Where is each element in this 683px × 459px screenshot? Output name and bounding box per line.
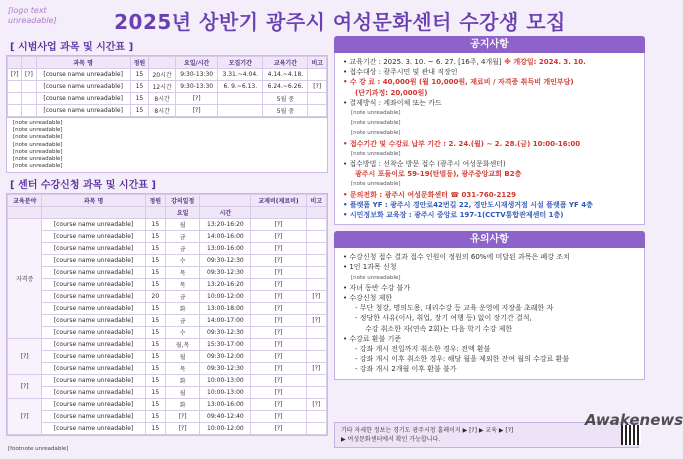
table-cell: 10:00-13:00 — [200, 375, 251, 387]
table-cell: [course name unreadable] — [36, 105, 130, 117]
table-cell: 15 — [145, 279, 165, 291]
center-header-cell — [200, 195, 251, 207]
center-header-cell: 과목 명 — [42, 195, 145, 207]
info-line-1: 기타 자세한 정보는 경기도 광주시청 홈페이지 ▶ [?] ▶ 교육 ▶ [?] — [341, 427, 514, 434]
table-cell: 10:00-12:00 — [200, 291, 251, 303]
table-cell — [8, 81, 22, 93]
table-row — [8, 375, 327, 387]
table-row — [8, 327, 327, 339]
table-cell: 목 — [165, 267, 199, 279]
info-line-2: ▶ 여성문화센터에서 확인 가능합니다. — [341, 436, 441, 443]
table-cell: 15 — [145, 351, 165, 363]
table-cell: [course name unreadable] — [42, 327, 145, 339]
info-line — [343, 283, 636, 293]
note-line: [note unreadable] — [13, 120, 63, 126]
table-cell — [308, 105, 327, 117]
table-cell — [306, 219, 326, 231]
pilot-header-cell: 정원 — [130, 57, 148, 69]
table-cell: [course name unreadable] — [42, 243, 145, 255]
info-line — [343, 88, 636, 98]
info-text: [note unreadable] — [351, 130, 401, 137]
note-line: [note unreadable] — [13, 141, 63, 148]
table-cell: [?] — [306, 399, 326, 411]
table-cell: 15 — [145, 219, 165, 231]
info-line — [343, 344, 636, 354]
table-cell: [?] — [22, 69, 36, 81]
table-cell: 15 — [145, 399, 165, 411]
table-cell: 수 — [165, 255, 199, 267]
table-cell: [course name unreadable] — [42, 423, 145, 435]
table-cell: 15 — [145, 267, 165, 279]
info-line — [343, 334, 636, 344]
table-cell — [306, 255, 326, 267]
info-text: - 강좌 개시 2개월 이후 환불 불가 — [355, 365, 457, 374]
table-cell: 월 — [165, 351, 199, 363]
caution-box — [334, 248, 645, 379]
table-row — [8, 351, 327, 363]
table-cell: 6. 9.~6.13. — [218, 81, 263, 93]
info-text: • 접수대상 : 광주시민 및 관내 직장인 — [343, 68, 458, 77]
table-cell: 15 — [145, 411, 165, 423]
table-cell: 13:00-18:00 — [200, 303, 251, 315]
info-line — [343, 77, 636, 87]
info-text: - 정당한 사유(이사, 취업, 장기 여행 등) 없이 장기간 결석, — [355, 314, 532, 323]
table-cell: 15 — [145, 363, 165, 375]
table-cell — [306, 327, 326, 339]
table-cell — [22, 93, 36, 105]
table-cell — [308, 93, 327, 105]
table-cell: 화 — [165, 375, 199, 387]
table-cell: 금 — [165, 231, 199, 243]
table-cell: 15 — [145, 327, 165, 339]
table-cell — [22, 81, 36, 93]
table-row — [8, 255, 327, 267]
table-cell: [course name unreadable] — [42, 363, 145, 375]
notice-header: 공지사항 — [334, 36, 645, 53]
table-cell — [218, 105, 263, 117]
category-cell: [?] — [8, 339, 42, 375]
pilot-header-cell — [22, 57, 36, 69]
table-cell: [?] — [176, 105, 218, 117]
info-text: • 수강신청 접수 결과 접수 인원이 정원의 60%에 미달된 과목은 폐강 조치 — [343, 253, 570, 262]
table-cell: 5월 중 — [263, 105, 308, 117]
table-cell: 금 — [165, 315, 199, 327]
pilot-header-cell: 요일/시간 — [176, 57, 218, 69]
info-text: • 접수방법 : 선착순 방문 접수 (광주시 여성문화센터) — [343, 160, 506, 169]
table-row — [8, 219, 327, 231]
note-line: [note unreadable] — [13, 163, 63, 170]
table-cell: [?] — [306, 363, 326, 375]
info-line — [343, 57, 636, 67]
center-table-box — [6, 193, 328, 436]
table-cell: 13:20-16:20 — [200, 279, 251, 291]
center-subheader-cell: 요일 — [165, 207, 199, 219]
category-cell: [?] — [8, 399, 42, 435]
table-cell: 14:00-16:00 — [200, 231, 251, 243]
table-cell: 13:00-16:00 — [200, 399, 251, 411]
table-cell: 15 — [145, 375, 165, 387]
table-cell: [?] — [251, 363, 306, 375]
info-text: 광주시 포돌이로 59-19(탄벌동), 광주중앙교회 B2층 — [355, 170, 522, 179]
table-cell: 15 — [145, 255, 165, 267]
table-cell: 15 — [130, 69, 148, 81]
table-cell: [?] — [306, 291, 326, 303]
table-cell: 6.24.~6.26. — [263, 81, 308, 93]
table-cell: 15 — [145, 339, 165, 351]
pilot-header-cell — [8, 57, 22, 69]
table-cell — [306, 279, 326, 291]
table-cell — [8, 105, 22, 117]
center-subheader-cell — [42, 207, 145, 219]
info-line — [343, 273, 636, 283]
info-line — [343, 179, 636, 189]
table-cell: 15 — [145, 231, 165, 243]
pilot-header-cell: 과목 명 — [36, 57, 130, 69]
info-text: [note unreadable] — [351, 120, 401, 127]
note-line: [note unreadable] — [13, 156, 63, 163]
table-cell: [?] — [251, 303, 306, 315]
table-cell: [?] — [251, 327, 306, 339]
table-cell: [course name unreadable] — [36, 69, 130, 81]
table-cell: 10:00-12:00 — [200, 423, 251, 435]
table-cell: [course name unreadable] — [42, 387, 145, 399]
table-row — [8, 315, 327, 327]
table-cell: [course name unreadable] — [42, 303, 145, 315]
table-cell: 월,목 — [165, 339, 199, 351]
info-line — [343, 190, 636, 200]
info-text: • 수강료 환불 기준 — [343, 334, 402, 343]
table-cell: 15 — [145, 423, 165, 435]
table-cell: 14:00-17:00 — [200, 315, 251, 327]
center-header-cell: 정원 — [145, 195, 165, 207]
table-cell: [?] — [251, 291, 306, 303]
watermark: Awakenews — [585, 411, 683, 429]
table-cell: 8시간 — [149, 93, 176, 105]
pilot-header-cell — [149, 57, 176, 69]
table-header-row — [8, 195, 327, 207]
info-line — [343, 324, 636, 334]
info-line — [343, 303, 636, 313]
info-text: • 접수기간 및 수강료 납부 기간 : 2. 24.(월) ~ 2. 28.(금) 10:00-16:00 — [343, 139, 581, 148]
pilot-header-cell: 교육기간 — [263, 57, 308, 69]
info-text: [note unreadable] — [351, 150, 401, 157]
table-cell: [?] — [251, 243, 306, 255]
table-cell: [?] — [251, 267, 306, 279]
table-cell: 13:00-16:00 — [200, 243, 251, 255]
table-cell — [306, 267, 326, 279]
info-text: • 시민정보화 교육장 : 광주시 중앙로 197-1(CCTV통합관제센터 1층) — [343, 211, 564, 220]
table-cell: 15 — [130, 81, 148, 93]
info-line — [343, 210, 636, 220]
center-section-title: [ 센터 수강신청 과목 및 시간표 ] — [10, 180, 156, 192]
left-column — [6, 36, 328, 440]
table-cell — [22, 105, 36, 117]
table-row — [8, 399, 327, 411]
center-header-cell: 비고 — [306, 195, 326, 207]
info-line — [343, 252, 636, 262]
note-line: [note unreadable] — [13, 127, 63, 134]
info-text: - 무단 청강, 명의도용, 대리수강 등 교육 운영에 지장을 초래한 자 — [355, 304, 554, 313]
info-line — [343, 108, 636, 118]
table-cell: [course name unreadable] — [42, 291, 145, 303]
info-text: [note unreadable] — [351, 110, 401, 117]
table-cell: [?] — [251, 279, 306, 291]
table-cell: [?] — [251, 387, 306, 399]
info-text: [note unreadable] — [351, 181, 401, 188]
table-row — [8, 411, 327, 423]
table-row — [8, 363, 327, 375]
table-cell: 15 — [145, 243, 165, 255]
table-row — [8, 267, 327, 279]
table-cell: 15 — [130, 93, 148, 105]
info-line — [343, 139, 636, 149]
table-cell: 15 — [145, 303, 165, 315]
table-cell — [306, 351, 326, 363]
center-header-cell: 교육분야 — [8, 195, 42, 207]
table-cell: 수 — [165, 327, 199, 339]
table-cell: 3.31.~4.04. — [218, 69, 263, 81]
table-cell: 금 — [165, 243, 199, 255]
info-line — [343, 98, 636, 108]
info-line — [343, 364, 636, 374]
table-cell: 10:00-13:00 — [200, 387, 251, 399]
info-text: • 수 강 료 : 40,000원 (월 10,000원, 재료비 / 자격증 취득비 개인부담) — [343, 78, 574, 87]
table-cell — [306, 231, 326, 243]
table-cell: 목 — [165, 279, 199, 291]
info-text: • 교육기간 : 2025. 3. 10. ~ 6. 27. [16주, 4개월] — [343, 58, 502, 66]
table-cell: [course name unreadable] — [42, 339, 145, 351]
table-row — [8, 69, 327, 81]
table-cell — [306, 243, 326, 255]
table-cell: 5월 중 — [263, 93, 308, 105]
table-cell: 월 — [165, 219, 199, 231]
pilot-section-title: [ 시범사업 과목 및 시간표 ] — [10, 42, 134, 53]
table-cell: 09:40-12:40 — [200, 411, 251, 423]
table-cell — [308, 69, 327, 81]
right-column — [334, 36, 645, 450]
table-cell: [?] — [251, 255, 306, 267]
table-cell: 15 — [130, 105, 148, 117]
center-subheader-cell — [145, 207, 165, 219]
center-subheader-cell: 시간 — [200, 207, 251, 219]
table-cell: [course name unreadable] — [42, 267, 145, 279]
table-cell: [course name unreadable] — [42, 375, 145, 387]
table-cell: [?] — [251, 315, 306, 327]
info-text: 수강 취소한 자(연속 2회)는 다음 학기 수강 제한 — [365, 324, 513, 333]
note-line: [note unreadable] — [13, 148, 63, 155]
table-row — [8, 105, 327, 117]
category-cell: 자격증 — [8, 219, 42, 339]
info-text: - 강좌 개시 이후 취소한 경우: 해당 월을 제외한 잔여 월의 수강료 환불 — [355, 355, 570, 364]
table-cell: [course name unreadable] — [42, 279, 145, 291]
table-cell: [course name unreadable] — [42, 315, 145, 327]
table-row — [8, 303, 327, 315]
info-text: • 문의전화 : 광주시 여성문화센터 ☎ 031-760-2129 — [343, 190, 517, 199]
info-text: - 강좌 개시 전일까지 취소한 경우: 전액 환불 — [355, 345, 491, 354]
table-cell: [?] — [251, 423, 306, 435]
center-subheader-cell — [306, 207, 326, 219]
table-cell: [course name unreadable] — [42, 351, 145, 363]
table-cell: [?] — [251, 411, 306, 423]
table-cell: 20 — [145, 291, 165, 303]
info-text: • 플랫폼 YF : 광주시 경안로42번길 22, 경안도시재생거점 시설 플랫폼 YF 4층 — [343, 200, 593, 209]
table-cell — [306, 303, 326, 315]
table-cell: [?] — [251, 231, 306, 243]
info-line — [343, 159, 636, 169]
info-line — [343, 354, 636, 364]
table-cell — [218, 93, 263, 105]
table-row — [8, 291, 327, 303]
table-cell: 화 — [165, 399, 199, 411]
table-cell: [?] — [306, 315, 326, 327]
info-text: • 자녀 동반 수강 불가 — [343, 283, 411, 292]
table-cell: [course name unreadable] — [42, 219, 145, 231]
center-header-cell: 강의일정 — [165, 195, 199, 207]
table-cell: 20시간 — [149, 69, 176, 81]
table-cell: 13:20-16:20 — [200, 219, 251, 231]
info-text: [note unreadable] — [351, 274, 401, 281]
table-row — [8, 279, 327, 291]
table-cell: 금 — [165, 291, 199, 303]
table-cell — [306, 423, 326, 435]
table-cell: 09:30-12:30 — [200, 255, 251, 267]
table-cell: [course name unreadable] — [42, 411, 145, 423]
table-cell — [306, 375, 326, 387]
footer-note: [footnote unreadable] — [8, 446, 69, 452]
info-text: • 수강신청 제한 — [343, 294, 393, 303]
info-line — [343, 293, 636, 303]
center-course-table — [7, 194, 327, 435]
table-cell: [?] — [251, 351, 306, 363]
info-line — [343, 169, 636, 179]
table-cell: [course name unreadable] — [42, 255, 145, 267]
table-subheader-row — [8, 207, 327, 219]
info-line — [343, 67, 636, 77]
table-row — [8, 423, 327, 435]
table-row — [8, 231, 327, 243]
info-text: (단기과정: 20,000원) — [355, 88, 428, 97]
pilot-course-table — [7, 56, 327, 117]
table-cell: [?] — [308, 81, 327, 93]
table-cell: 09:30-12:30 — [200, 327, 251, 339]
table-cell — [306, 411, 326, 423]
center-subheader-cell — [251, 207, 306, 219]
info-line — [343, 149, 636, 159]
table-cell — [8, 93, 22, 105]
table-row — [8, 93, 327, 105]
table-cell: 화 — [165, 303, 199, 315]
info-text: • 1인 1과목 신청 — [343, 263, 397, 272]
accent-text: ※ 개강일: 2024. 3. 10. — [501, 58, 586, 66]
table-cell: 15:30-17:00 — [200, 339, 251, 351]
pilot-header-cell: 비고 — [308, 57, 327, 69]
table-cell: 9:30-13:30 — [176, 69, 218, 81]
info-text: • 결제방식 : 계좌이체 또는 카드 — [343, 98, 442, 107]
table-cell: [?] — [165, 411, 199, 423]
table-cell: [?] — [165, 423, 199, 435]
note-line: [note unreadable] — [13, 134, 63, 141]
table-cell: [?] — [251, 399, 306, 411]
category-cell: [?] — [8, 375, 42, 399]
table-cell: 8시간 — [149, 105, 176, 117]
pilot-header-cell: 모집기간 — [218, 57, 263, 69]
table-cell: 목 — [165, 363, 199, 375]
table-cell: [course name unreadable] — [42, 399, 145, 411]
table-cell: [?] — [176, 93, 218, 105]
info-line — [343, 200, 636, 210]
center-header-cell: 교재비(재료비) — [251, 195, 306, 207]
table-cell — [306, 387, 326, 399]
table-cell: 12시간 — [149, 81, 176, 93]
table-cell: 월 — [165, 387, 199, 399]
table-cell: 9:30-13:30 — [176, 81, 218, 93]
pilot-notes — [6, 118, 328, 173]
table-cell — [306, 339, 326, 351]
table-cell: 09:30-12:00 — [200, 351, 251, 363]
table-row — [8, 81, 327, 93]
page-title: 2025년 상반기 광주시 여성문화센터 수강생 모집 — [114, 10, 566, 34]
table-cell: [?] — [251, 219, 306, 231]
table-cell: [course name unreadable] — [42, 231, 145, 243]
info-line — [343, 118, 636, 128]
info-line — [343, 262, 636, 272]
table-cell: 4.14.~4.18. — [263, 69, 308, 81]
table-cell: [?] — [8, 69, 22, 81]
pilot-table-box — [6, 55, 328, 118]
table-cell: 15 — [145, 387, 165, 399]
notice-box — [334, 53, 645, 225]
table-cell: [course name unreadable] — [36, 81, 130, 93]
table-row — [8, 339, 327, 351]
table-cell: 15 — [145, 315, 165, 327]
table-row — [8, 387, 327, 399]
table-cell: 09:30-12:30 — [200, 363, 251, 375]
table-cell: [?] — [251, 375, 306, 387]
info-line — [343, 128, 636, 138]
table-cell: [?] — [251, 339, 306, 351]
table-cell: 09:30-12:30 — [200, 267, 251, 279]
table-cell: [course name unreadable] — [36, 93, 130, 105]
center-logo: [logo text unreadable] — [8, 6, 57, 25]
center-subheader-cell — [8, 207, 42, 219]
table-row — [8, 243, 327, 255]
caution-header: 유의사항 — [334, 231, 645, 248]
info-line — [343, 313, 636, 323]
